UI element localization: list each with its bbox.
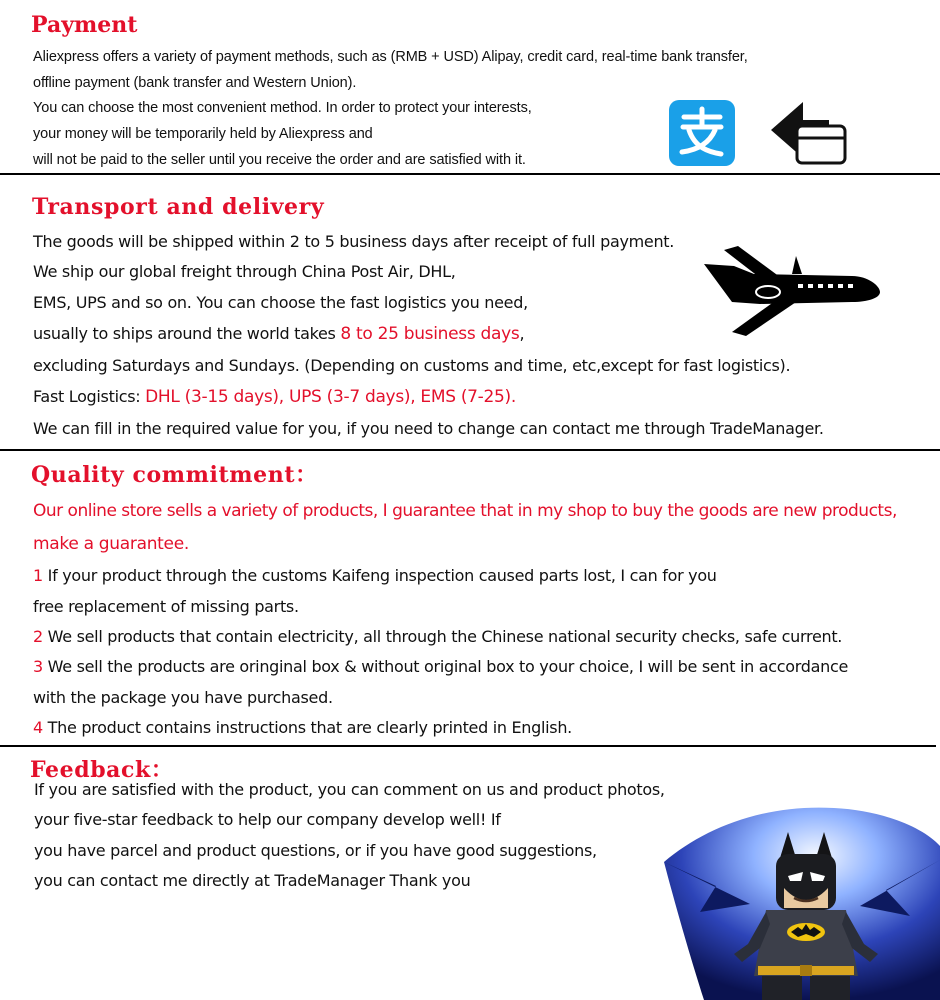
quality-item-1-cont	[33, 597, 299, 616]
item-text: with the package you have purchased.	[33, 688, 333, 707]
item-number: 1	[33, 566, 43, 585]
payment-line-1: Aliexpress offers a variety of payment methods, such as (RMB + USD) Alipay, credit card, real-time bank transfer,	[33, 49, 748, 65]
feedback-title: Feedback：	[30, 757, 174, 783]
quality-item-3	[33, 657, 848, 676]
quality-intro-line-2: make a guarantee.	[33, 534, 189, 554]
fast-logistics-times: DHL (3-15 days), UPS (3-7 days), EMS (7-25).	[145, 387, 516, 407]
quality-item-3-cont	[33, 688, 333, 707]
feedback-line-4: you can contact me directly at TradeManager Thank you	[34, 871, 471, 890]
payment-line-4: your money will be temporarily held by Aliexpress and	[33, 126, 373, 142]
transport-line-5: excluding Saturdays and Sundays. (Depending on customs and time, etc,except for fast logistics).	[33, 356, 791, 375]
section-divider	[0, 173, 940, 175]
item-number: 4	[33, 718, 43, 737]
item-text: We sell products that contain electricity, all through the Chinese national security checks, safe current.	[42, 627, 843, 646]
feedback-line-1: If you are satisfied with the product, you can comment on us and product photos,	[34, 780, 665, 799]
quality-item-4	[33, 718, 572, 737]
item-text: free replacement of missing parts.	[33, 597, 299, 616]
transport-line-4-text: usually to ships around the world takes	[33, 324, 341, 343]
feedback-line-3: you have parcel and product questions, or if you have good suggestions,	[34, 841, 597, 860]
item-text: We sell the products are oringinal box & without original box to your choice, I will be sent in accordance	[42, 657, 849, 676]
delivery-time-highlight: 8 to 25 business days	[340, 324, 520, 344]
quality-item-1	[33, 566, 717, 585]
quality-intro-line-1: Our online store sells a variety of products, I guarantee that in my shop to buy the goods are new products,	[33, 501, 897, 521]
item-text: If your product through the customs Kaifeng inspection caused parts lost, I can for you	[42, 566, 717, 585]
payment-title: Payment	[31, 12, 138, 38]
transport-line-2: We ship our global freight through China Post Air, DHL,	[33, 262, 456, 281]
alipay-icon	[669, 100, 735, 166]
fast-logistics-label: Fast Logistics:	[33, 387, 146, 406]
transport-line-4	[33, 324, 524, 344]
item-number: 3	[33, 657, 43, 676]
payment-line-5: will not be paid to the seller until you receive the order and are satisfied with it.	[33, 152, 526, 168]
transport-line-3: EMS, UPS and so on. You can choose the fast logistics you need,	[33, 293, 528, 312]
payment-line-2: offline payment (bank transfer and Western Union).	[33, 75, 357, 91]
quality-title: Quality commitment：	[31, 462, 318, 488]
batman-minifigure-illustration	[664, 800, 940, 1000]
section-divider	[0, 745, 936, 747]
quality-item-2	[33, 627, 842, 646]
card-payment-icon	[769, 100, 849, 166]
payment-line-3: You can choose the most convenient method. In order to protect your interests,	[33, 100, 532, 116]
transport-line-6	[33, 387, 516, 407]
transport-line-1: The goods will be shipped within 2 to 5 business days after receipt of full payment.	[33, 232, 675, 251]
transport-title: Transport and delivery	[32, 194, 325, 220]
feedback-line-2: your five-star feedback to help our company develop well! If	[34, 810, 501, 829]
transport-line-7: We can fill in the required value for you, if you need to change can contact me through TradeManager.	[33, 419, 824, 438]
item-number: 2	[33, 627, 43, 646]
section-divider	[0, 449, 940, 451]
item-text: The product contains instructions that are clearly printed in English.	[42, 718, 572, 737]
transport-line-4-end: ,	[519, 324, 525, 343]
airplane-icon	[702, 240, 882, 340]
